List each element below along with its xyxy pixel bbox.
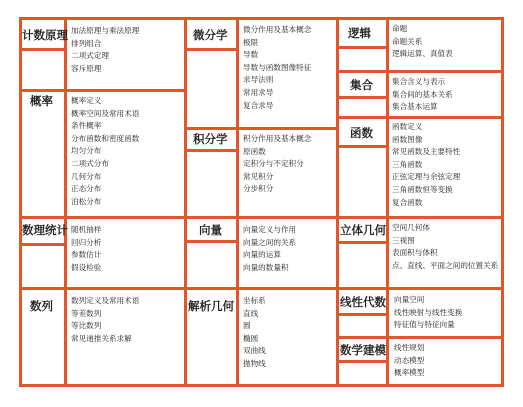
list-item: 向量的运算: [243, 250, 281, 260]
divider: [19, 89, 187, 92]
divider: [336, 145, 389, 148]
section-list-jianmo: [394, 342, 424, 380]
list-item: 逻辑运算、真值表: [392, 49, 453, 59]
list-item: 概率模型: [394, 368, 425, 378]
divider: [19, 216, 187, 219]
section-list-weifen: [243, 24, 311, 112]
list-item: 集合基本运算: [392, 102, 438, 112]
list-item: 容斥原理: [71, 63, 102, 73]
list-item: 向量空间: [394, 295, 425, 304]
section-title-shulie: 数列: [30, 299, 53, 313]
section-title-luoji: 逻辑: [348, 26, 371, 40]
list-item: 分布函数和密度函数: [71, 133, 140, 143]
list-item: 常用求导: [243, 87, 274, 97]
list-item: 直线: [243, 308, 259, 318]
list-item: 假设检验: [71, 262, 102, 272]
section-title-xiangliang: 向量: [199, 223, 222, 237]
list-item: 向量定义与作用: [243, 225, 297, 234]
section-list-gailv: [71, 95, 139, 208]
section-title-xianxing: 线性代数: [340, 295, 386, 309]
divider: [184, 149, 239, 152]
section-title-jianmo: 数学建模: [340, 343, 386, 357]
list-item: 参数估计: [71, 250, 102, 260]
list-item: 导数: [243, 50, 259, 60]
list-item: 正态分布: [71, 184, 102, 194]
divider: [19, 243, 67, 246]
list-item: 线性映射与线性变换: [394, 307, 463, 317]
list-item: 数列定义及常用术语: [71, 296, 140, 305]
list-item: 函数图像: [392, 134, 423, 144]
divider: [64, 17, 67, 387]
list-item: 泊松分布: [71, 196, 102, 206]
list-item: 集合含义与表示: [392, 77, 446, 86]
list-item: 向量的数量积: [243, 262, 289, 272]
list-item: 排列组合: [71, 38, 102, 48]
divider: [184, 216, 339, 219]
list-item: 函数定义: [392, 122, 423, 131]
list-item: 圆: [243, 321, 251, 331]
section-list-hanshu: [392, 121, 460, 209]
list-item: 定积分与不定积分: [243, 159, 304, 169]
divider: [336, 313, 389, 316]
list-item: 常见递推关系求解: [71, 333, 132, 343]
divider: [336, 287, 504, 290]
divider: [336, 241, 389, 244]
section-title-weifen: 微分学: [193, 28, 228, 42]
list-item: 加法原理与乘法原理: [71, 26, 140, 35]
list-item: 三视图: [392, 235, 415, 245]
divider: [184, 48, 239, 51]
list-item: 随机抽样: [71, 225, 102, 234]
section-list-jihe: [392, 76, 453, 114]
list-item: 等差数列: [71, 308, 102, 318]
list-item: 椭圆: [243, 333, 259, 343]
list-item: 条件概率: [71, 121, 102, 131]
list-item: 概率定义: [71, 96, 102, 105]
section-list-shulie: [71, 295, 139, 345]
section-title-jiexi: 解析几何: [188, 299, 234, 313]
list-item: 双曲线: [243, 346, 266, 356]
list-item: 特征值与特征向量: [394, 320, 455, 330]
divider: [184, 17, 187, 387]
divider: [236, 17, 239, 387]
list-item: 微分作用及基本概念: [243, 25, 312, 34]
list-item: 三角函数恒等变换: [392, 184, 453, 194]
section-list-shuli: [71, 224, 101, 274]
list-item: 积分作用及基本概念: [243, 134, 312, 143]
divider: [336, 360, 389, 363]
list-item: 空间几何体: [392, 223, 430, 232]
list-item: 均匀分布: [71, 146, 102, 156]
list-item: 求导法则: [243, 75, 274, 85]
section-list-jiexi: [243, 295, 266, 371]
section-title-liti: 立体几何: [340, 223, 386, 237]
divider: [336, 336, 504, 339]
list-item: 导数与函数图像特征: [243, 62, 312, 72]
divider: [184, 127, 339, 130]
divider: [336, 46, 389, 49]
divider: [336, 116, 504, 119]
divider: [19, 48, 67, 51]
list-item: 命题: [392, 24, 408, 33]
section-title-gailv: 概率: [30, 94, 53, 108]
section-list-luoji: [392, 23, 453, 61]
list-item: 常见函数及主要特性: [392, 147, 461, 157]
section-title-jihe: 集合: [350, 78, 373, 92]
list-item: 回归分析: [71, 237, 102, 247]
list-item: 三角函数: [392, 159, 423, 169]
section-list-liti: [392, 222, 498, 272]
section-list-jishu: [71, 25, 139, 75]
list-item: 向量之间的关系: [243, 237, 297, 247]
divider: [184, 287, 339, 290]
section-list-xiangliang: [243, 224, 296, 274]
list-item: 几何分布: [71, 171, 102, 181]
list-item: 分步积分: [243, 184, 274, 194]
section-list-jifen: [243, 133, 311, 196]
list-item: 正弦定理与余弦定理: [392, 172, 461, 182]
section-title-jishu: 计数原理: [22, 28, 68, 42]
list-item: 抛物线: [243, 358, 266, 368]
list-item: 概率空间及常用术语: [71, 108, 140, 118]
list-item: 二项式定理: [71, 51, 109, 61]
list-item: 二项式分布: [71, 158, 109, 168]
list-item: 复合求导: [243, 100, 274, 110]
section-title-hanshu: 函数: [350, 126, 373, 140]
list-item: 动态模型: [394, 355, 425, 365]
section-title-jifen: 积分学: [193, 132, 228, 146]
list-item: 极限: [243, 37, 259, 47]
section-title-shuli: 数理统计: [22, 223, 68, 237]
list-item: 原函数: [243, 146, 266, 156]
list-item: 坐标系: [243, 296, 266, 305]
list-item: 点、直线、平面之间的位置关系: [392, 260, 499, 270]
section-list-xianxing: [394, 294, 462, 332]
list-item: 复合函数: [392, 197, 423, 207]
list-item: 等比数列: [71, 321, 102, 331]
divider: [336, 96, 389, 99]
list-item: 命题关系: [392, 36, 423, 46]
divider: [19, 287, 187, 290]
divider: [184, 240, 239, 243]
list-item: 常见积分: [243, 171, 274, 181]
divider: [336, 70, 504, 73]
list-item: 表面积与体积: [392, 248, 438, 258]
list-item: 线性规划: [394, 343, 425, 352]
divider: [336, 216, 504, 219]
list-item: 集合间的基本关系: [392, 89, 453, 99]
